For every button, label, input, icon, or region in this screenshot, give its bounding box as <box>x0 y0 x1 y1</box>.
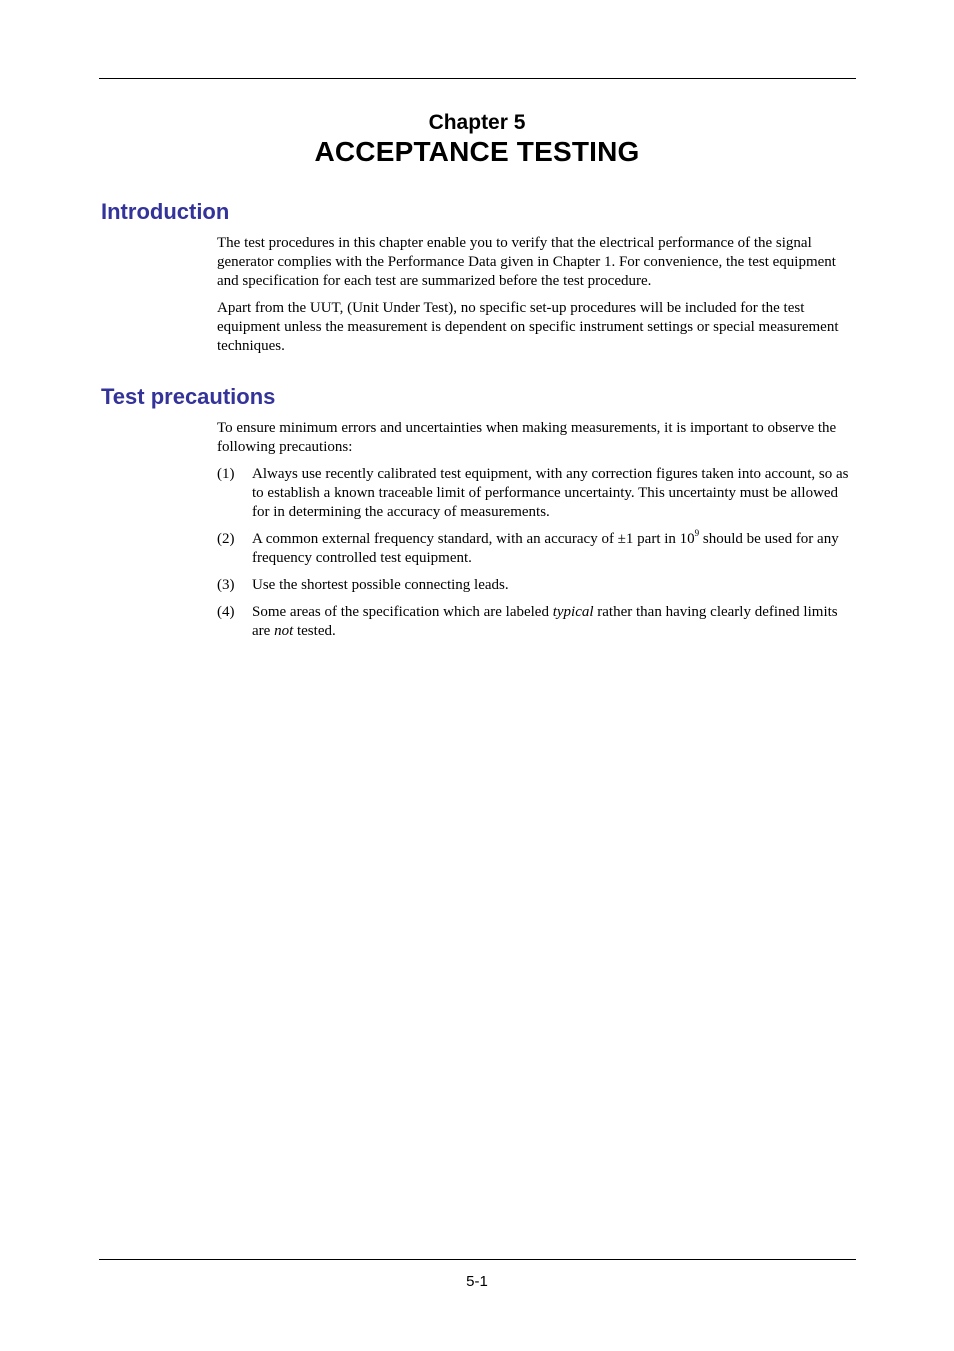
emphasis-not: not <box>274 622 294 639</box>
header-rule <box>99 78 856 79</box>
list-number: (3) <box>217 577 235 593</box>
page-number: 5-1 <box>466 1273 488 1290</box>
list-text: Always use recently calibrated test equipment, with any correction figures taken into account, so as to establish a known traceable limit of performance uncertainty. This uncertainty must be allowed for in determining the accuracy of measurements. <box>252 466 849 520</box>
list-text-before: Some areas of the specification which are labeled <box>252 604 553 620</box>
list-text-before: A common external frequency standard, with an accuracy of ±1 part in 10 <box>252 531 695 547</box>
list-text-middle: rather than having clearly defined limits are <box>252 604 838 639</box>
emphasis-typical: typical <box>552 604 594 620</box>
chapter-label: Chapter 5 <box>428 111 526 134</box>
list-number: (2) <box>217 531 235 547</box>
chapter-title: ACCEPTANCE TESTING <box>314 136 640 167</box>
list-number: (1) <box>217 466 235 482</box>
list-text <box>252 530 857 568</box>
list-text-after: tested. <box>293 622 336 639</box>
list-number: (4) <box>217 604 235 620</box>
test-precautions-heading: Test precautions <box>101 384 276 409</box>
footer-rule <box>99 1259 856 1260</box>
exponent: 9 <box>694 528 700 538</box>
list-text: Use the shortest possible connecting leads. <box>252 577 509 593</box>
list-text-after: should be used for any frequency controlled test equipment. <box>252 531 839 566</box>
introduction-heading: Introduction <box>101 199 230 224</box>
precautions-intro: To ensure minimum errors and uncertainties when making measurements, it is important to observe the following precautions: <box>217 420 837 456</box>
list-text <box>252 603 857 641</box>
introduction-paragraph-2: Apart from the UUT, (Unit Under Test), no specific set-up procedures will be included for the test equipment unless the measurement is dependent on specific instrument settings or special measurement techniques. <box>217 300 839 355</box>
introduction-paragraph-1: The test procedures in this chapter enable you to verify that the electrical performance of the signal generator complies with the Performance Data given in Chapter 1. For convenience, the test equipment and specification for each test are summarized before the test procedure. <box>217 235 836 290</box>
